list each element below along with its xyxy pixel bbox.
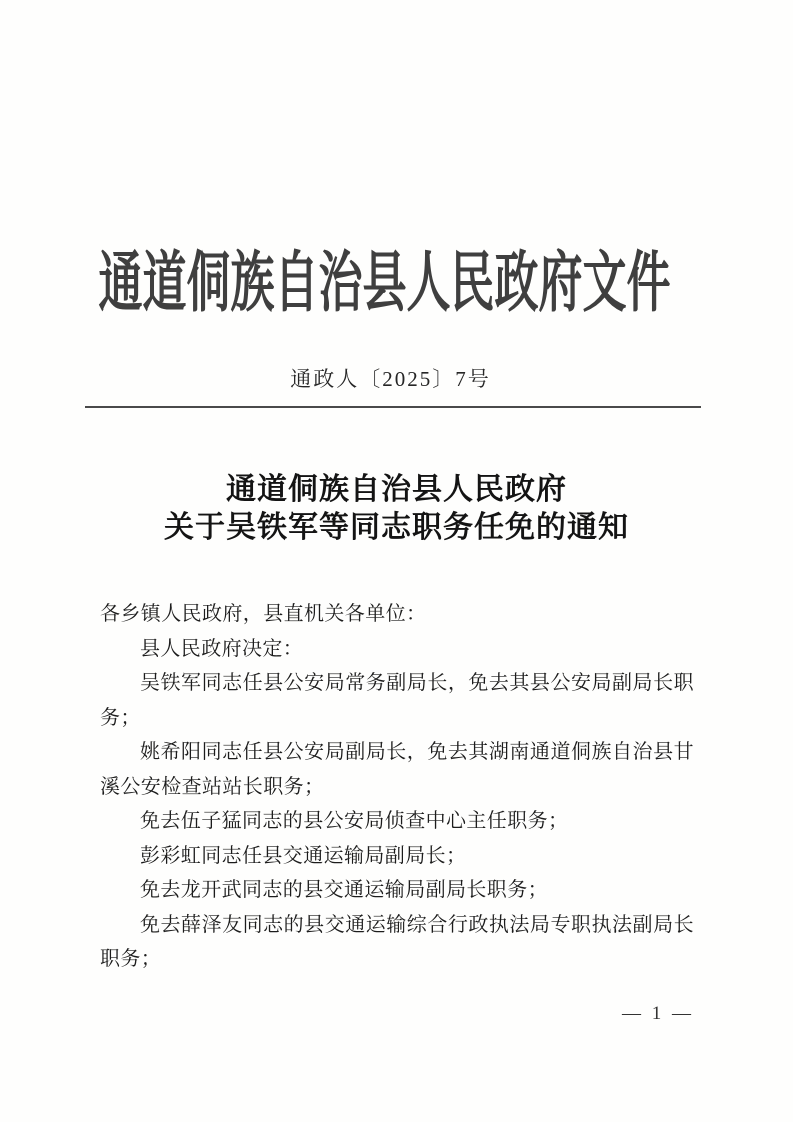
body-paragraph: 彭彩虹同志任县交通运输局副局长； xyxy=(140,844,467,867)
page-number: — 1 — xyxy=(622,1003,694,1024)
body-paragraph: 县人民政府决定： xyxy=(140,637,304,660)
document-title-line2: 关于吴铁军等同志职务任免的通知 xyxy=(164,511,629,544)
body-paragraph: 免去伍子猛同志的县公安局侦查中心主任职务； xyxy=(140,810,569,832)
body-paragraph: 姚希阳同志任县公安局副局长，免去其湖南通道侗族自治县甘溪公安检查站站长职务； xyxy=(100,741,694,798)
body-paragraph: 免去薛泽友同志的县交通运输综合行政执法局专职执法副局长职务； xyxy=(100,913,694,970)
salutation-line: 各乡镇人民政府，县直机关各单位： xyxy=(100,603,427,625)
body-paragraph: 吴铁军同志任县公安局常务副局长，免去其县公安局副局长职务； xyxy=(100,672,694,729)
document-title xyxy=(0,471,793,547)
document-title-line1: 通道侗族自治县人民政府 xyxy=(226,473,567,506)
document-body xyxy=(100,597,694,977)
letterhead-divider xyxy=(85,406,701,408)
body-paragraph: 免去龙开武同志的县交通运输局副局长职务； xyxy=(140,879,548,901)
document-number: 通政人〔2025〕7号 xyxy=(290,367,491,391)
letterhead-org-title: 通道侗族自治县人民政府文件 xyxy=(98,246,671,320)
